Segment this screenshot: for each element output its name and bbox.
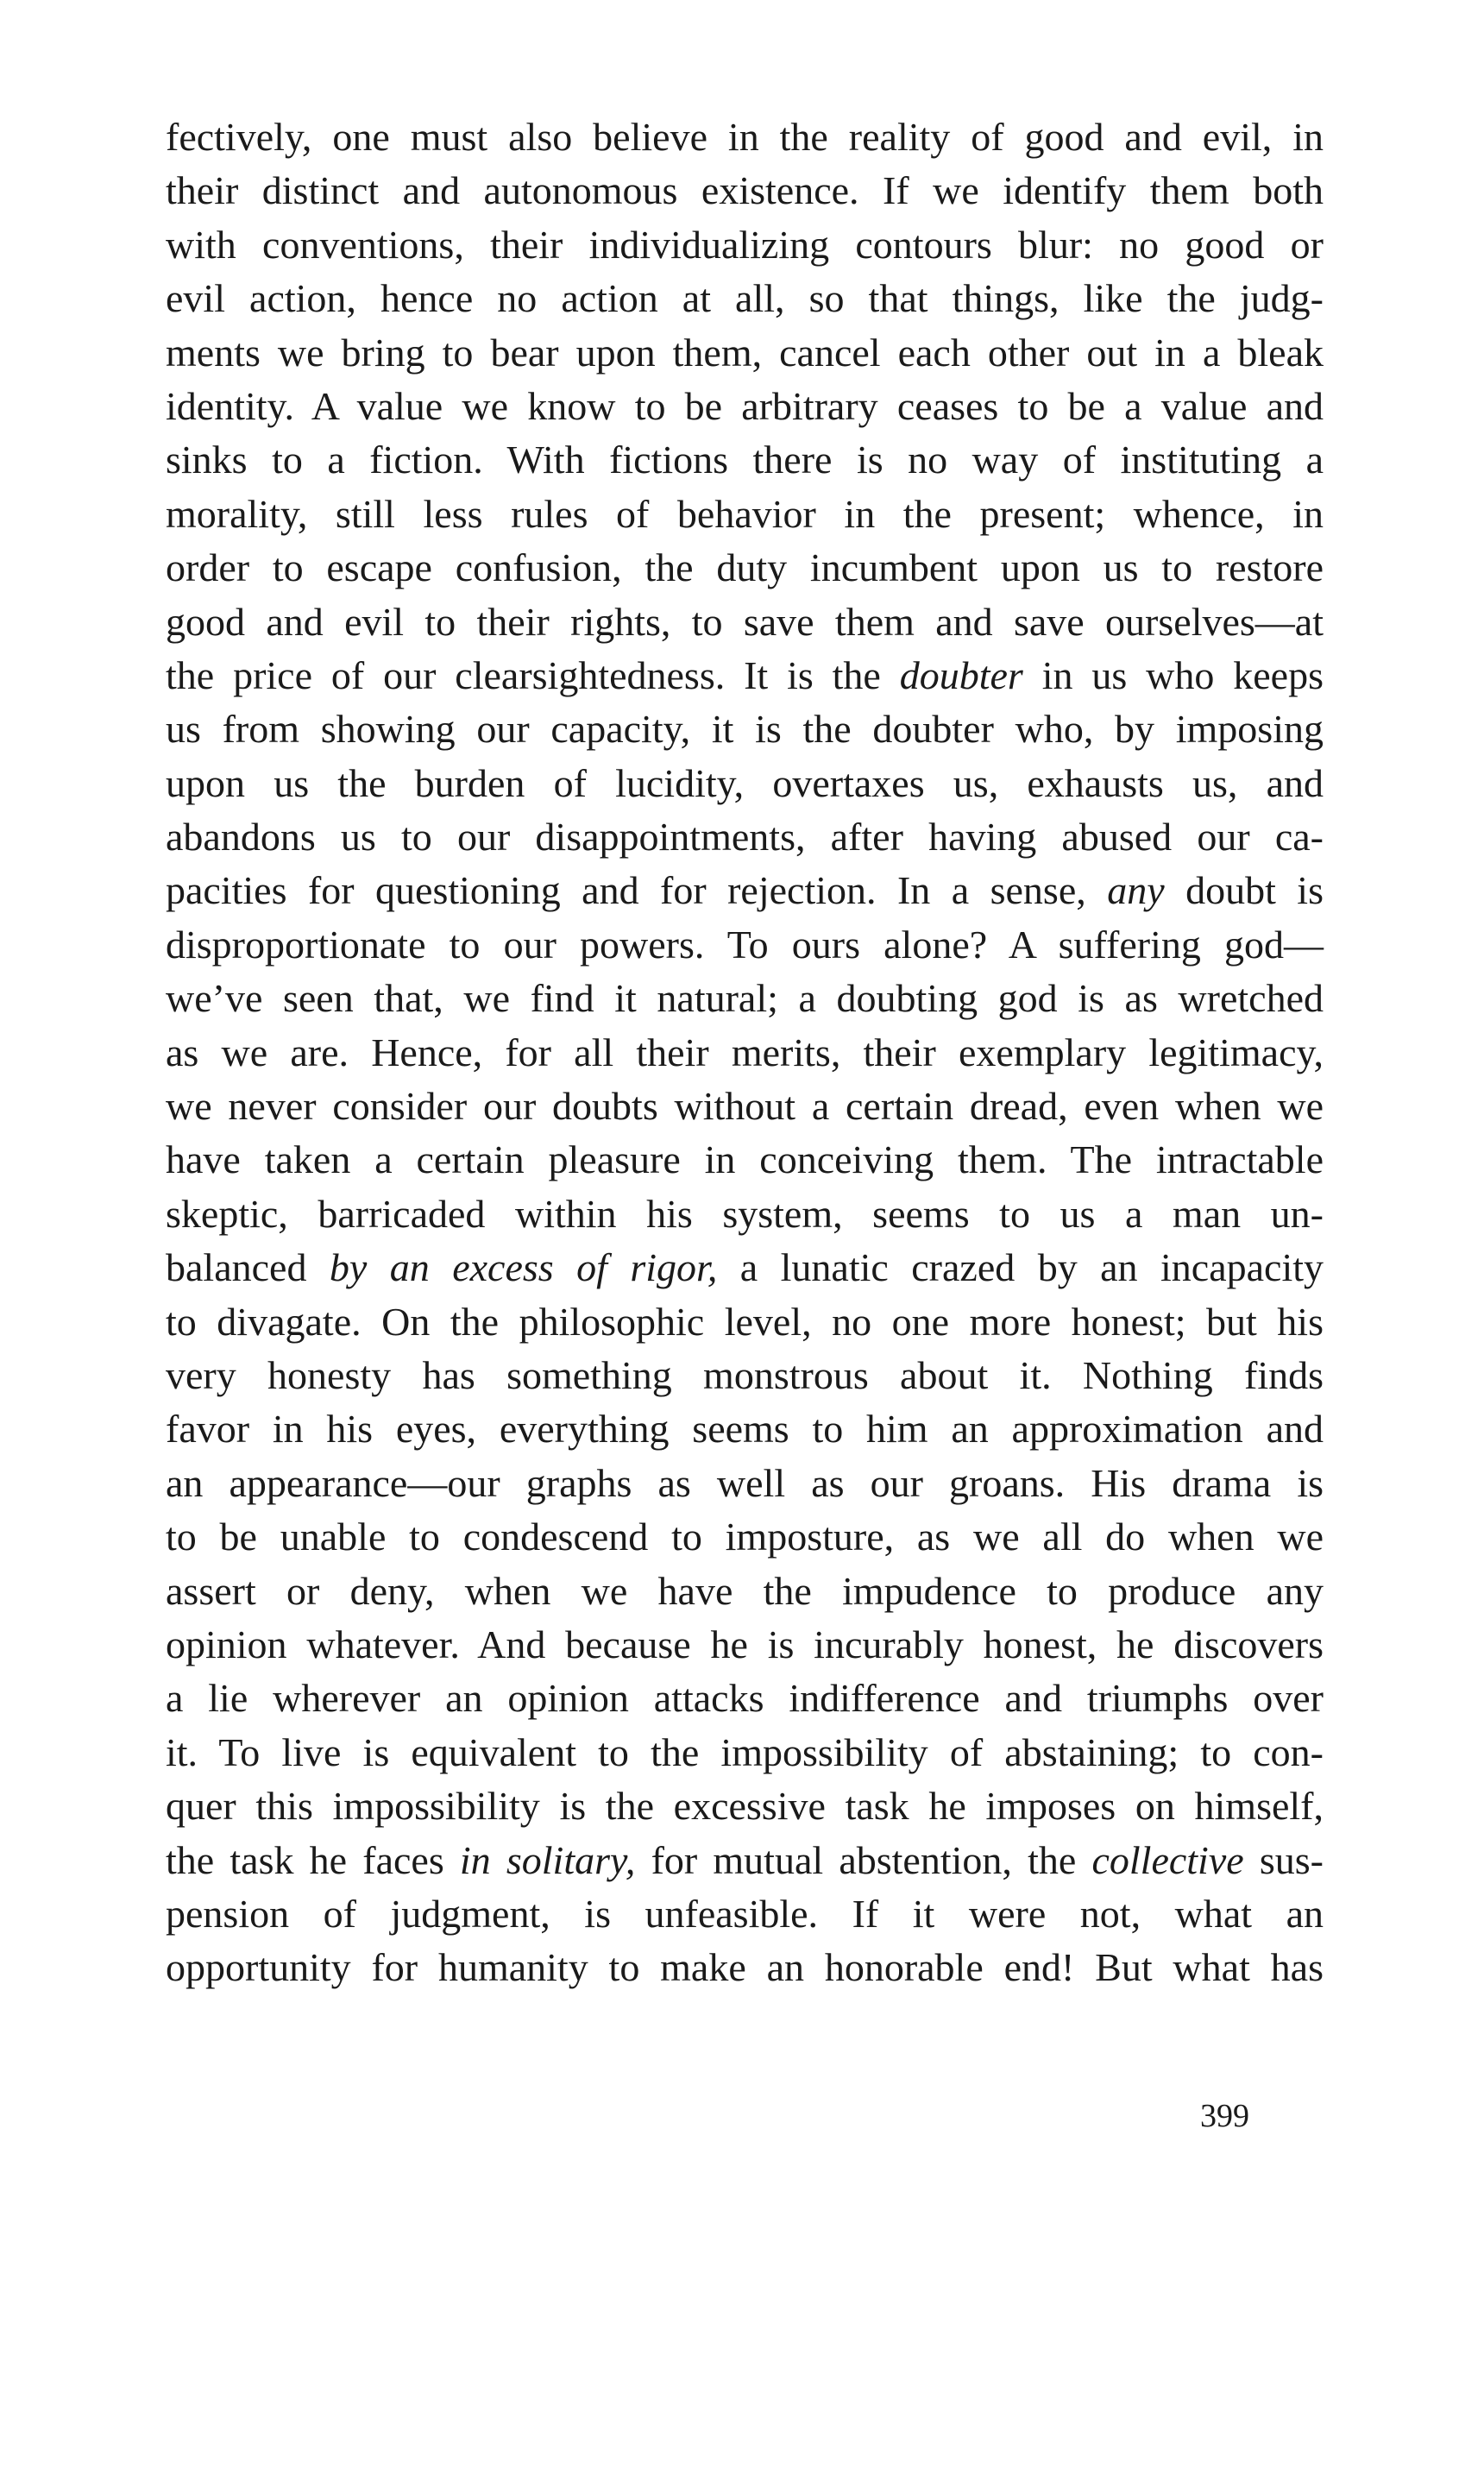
italic-run: by an excess of rigor, (329, 1245, 718, 1290)
italic-run: any (1107, 868, 1165, 913)
text-run: opportunity for humanity to make an honorable end! But what has (166, 1945, 1324, 1990)
text-line (166, 1510, 1324, 1564)
text-line (166, 1618, 1324, 1672)
text-run: the task he faces (166, 1837, 460, 1882)
text-line (166, 1941, 1324, 1994)
text-run: for mutual abstention, the (635, 1837, 1092, 1882)
text-run: have taken a certain pleasure in conceiving them. The intractable (166, 1137, 1324, 1182)
text-run: favor in his eyes, everything seems to him an approximation and (166, 1407, 1324, 1452)
text-run: disproportionate to our powers. To ours alone? A suffering god— (166, 922, 1324, 967)
text-line (166, 1779, 1324, 1833)
text-line (166, 918, 1324, 972)
text-line (166, 272, 1324, 325)
text-line (166, 757, 1324, 810)
text-line (166, 1565, 1324, 1618)
text-line (166, 1887, 1324, 1941)
text-line (166, 1080, 1324, 1133)
text-run: to be unable to condescend to imposture, as we all do when we (166, 1515, 1324, 1559)
text-line (166, 1026, 1324, 1080)
page-number: 399 (1200, 2098, 1249, 2134)
text-run: their distinct and autonomous existence. If we identify them both (166, 168, 1324, 213)
text-run: balanced (166, 1245, 330, 1290)
text-line (166, 1133, 1324, 1187)
text-line (166, 326, 1324, 380)
text-line (166, 541, 1324, 595)
text-line (166, 380, 1324, 433)
italic-run: in solitary, (459, 1837, 636, 1882)
text-run: pension of judgment, is unfeasible. If it were not, what an (166, 1891, 1324, 1936)
text-run: pacities for questioning and for rejection. In a sense, (166, 868, 1108, 913)
text-run: a lie wherever an opinion attacks indifference and triumphs over (166, 1676, 1324, 1721)
text-run: quer this impossibility is the excessive task he imposes on himself, (166, 1784, 1324, 1829)
text-line (166, 433, 1324, 487)
text-run: it. To live is equivalent to the impossibility of abstaining; to con- (166, 1729, 1324, 1774)
text-line (166, 1241, 1324, 1294)
text-run: we’ve seen that, we find it natural; a doubting god is as wretched (166, 976, 1324, 1021)
text-run: as we are. Hence, for all their merits, their exemplary legitimacy, (166, 1030, 1324, 1074)
text-run: in us who keeps (1022, 652, 1324, 697)
text-run: order to escape confusion, the duty incumbent upon us to restore (166, 545, 1324, 590)
text-line (166, 1349, 1324, 1402)
text-run: good and evil to their rights, to save them and save ourselves—at (166, 599, 1324, 644)
text-line (166, 702, 1324, 756)
text-run: evil action, hence no action at all, so that things, like the judg- (166, 276, 1324, 321)
text-run: skeptic, barricaded within his system, seems to us a man un- (166, 1191, 1324, 1236)
text-run: upon us the burden of lucidity, overtaxes us, exhausts us, and (166, 760, 1324, 805)
text-line (166, 864, 1324, 917)
text-line (166, 972, 1324, 1025)
text-line (166, 1726, 1324, 1779)
text-run: abandons us to our disappointments, after having abused our ca- (166, 815, 1324, 860)
body-text (166, 110, 1324, 1995)
text-line (166, 810, 1324, 864)
text-line (166, 1834, 1324, 1887)
text-line (166, 1402, 1324, 1456)
text-run: we never consider our doubts without a certain dread, even when we (166, 1084, 1324, 1129)
italic-run: doubter (899, 652, 1023, 697)
text-line (166, 595, 1324, 649)
text-line (166, 488, 1324, 541)
text-run: the price of our clearsightedness. It is the (166, 652, 900, 697)
text-run: very honesty has something monstrous about it. Nothing finds (166, 1352, 1324, 1397)
text-line (166, 1295, 1324, 1349)
text-run: to divagate. On the philosophic level, no one more honest; but his (166, 1299, 1324, 1344)
text-line (166, 649, 1324, 702)
italic-run: collective (1091, 1837, 1244, 1882)
text-run: ments we bring to bear upon them, cancel each other out in a bleak (166, 330, 1324, 375)
text-run: identity. A value we know to be arbitrary ceases to be a value and (166, 383, 1324, 428)
text-run: opinion whatever. And because he is incurably honest, he discovers (166, 1622, 1324, 1666)
text-line (166, 1672, 1324, 1725)
text-run: fectively, one must also believe in the reality of good and evil, in (166, 115, 1324, 159)
text-line (166, 164, 1324, 217)
text-line (166, 110, 1324, 164)
text-line (166, 1187, 1324, 1241)
text-run: sinks to a fiction. With fictions there is no way of instituting a (166, 438, 1324, 482)
text-run: morality, still less rules of behavior in the present; whence, in (166, 491, 1324, 536)
text-run: sus- (1243, 1837, 1324, 1882)
text-run: us from showing our capacity, it is the doubter who, by imposing (166, 707, 1324, 752)
text-line (166, 218, 1324, 272)
text-run: a lunatic crazed by an incapacity (717, 1245, 1324, 1290)
text-line (166, 1457, 1324, 1510)
text-run: assert or deny, when we have the impudence to produce any (166, 1568, 1324, 1613)
text-run: with conventions, their individualizing contours blur: no good or (166, 222, 1324, 267)
text-run: an appearance—our graphs as well as our groans. His drama is (166, 1460, 1324, 1505)
text-run: doubt is (1164, 868, 1324, 913)
